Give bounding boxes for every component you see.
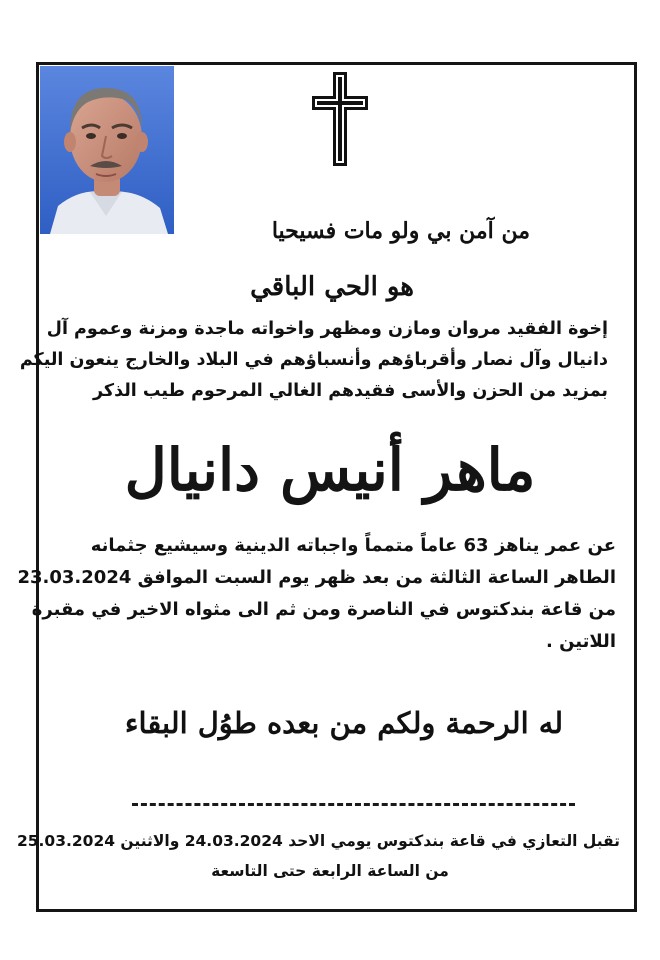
announcement-line: إخوة الفقيد مروان ومازن ومظهر واخواته ماجدة ومزنة وعموم آل xyxy=(46,319,608,339)
deceased-name: ماهر أنيس دانيال xyxy=(124,436,536,504)
announcement-line: بمزيد من الحزن والأسى فقيدهم الغالي المرحوم طيب الذكر xyxy=(93,381,608,401)
closing-line: له الرحمة ولكم من بعده طوُل البقاء xyxy=(124,706,564,740)
announcement-line: دانيال وآل نصار وأقرباؤهم وأنسباؤهم في البلاد والخارج ينعون اليكم xyxy=(19,350,608,370)
dashed-divider xyxy=(132,803,575,806)
condolence-line: تقبل التعازي في قاعة بندكتوس يومي الاحد 24.03.2024 والاثنين 25.03.2024 xyxy=(16,832,620,850)
funeral-paragraph xyxy=(17,530,616,658)
verse-heading: من آمن بي ولو مات فسيحيا xyxy=(271,218,530,244)
funeral-line: عن عمر يناهز 63 عاماً متمماً واجباته الدينية وسيشيع جثمانه xyxy=(90,535,616,556)
funeral-line: اللاتين . xyxy=(545,631,616,652)
subtitle-heading: هو الحي الباقي xyxy=(250,272,414,302)
condolence-info xyxy=(16,826,620,886)
cross-icon xyxy=(312,72,368,166)
funeral-line: من قاعة بندكتوس في الناصرة ومن ثم الى مثواه الاخير في مقبرة xyxy=(31,599,616,620)
funeral-line: الطاهر الساعة الثالثة من بعد ظهر يوم السبت الموافق 23.03.2024 xyxy=(17,567,616,588)
portrait-photo xyxy=(40,66,174,234)
condolence-line: من الساعة الرابعة حتى التاسعة xyxy=(211,862,449,880)
announcement-paragraph xyxy=(19,314,608,407)
